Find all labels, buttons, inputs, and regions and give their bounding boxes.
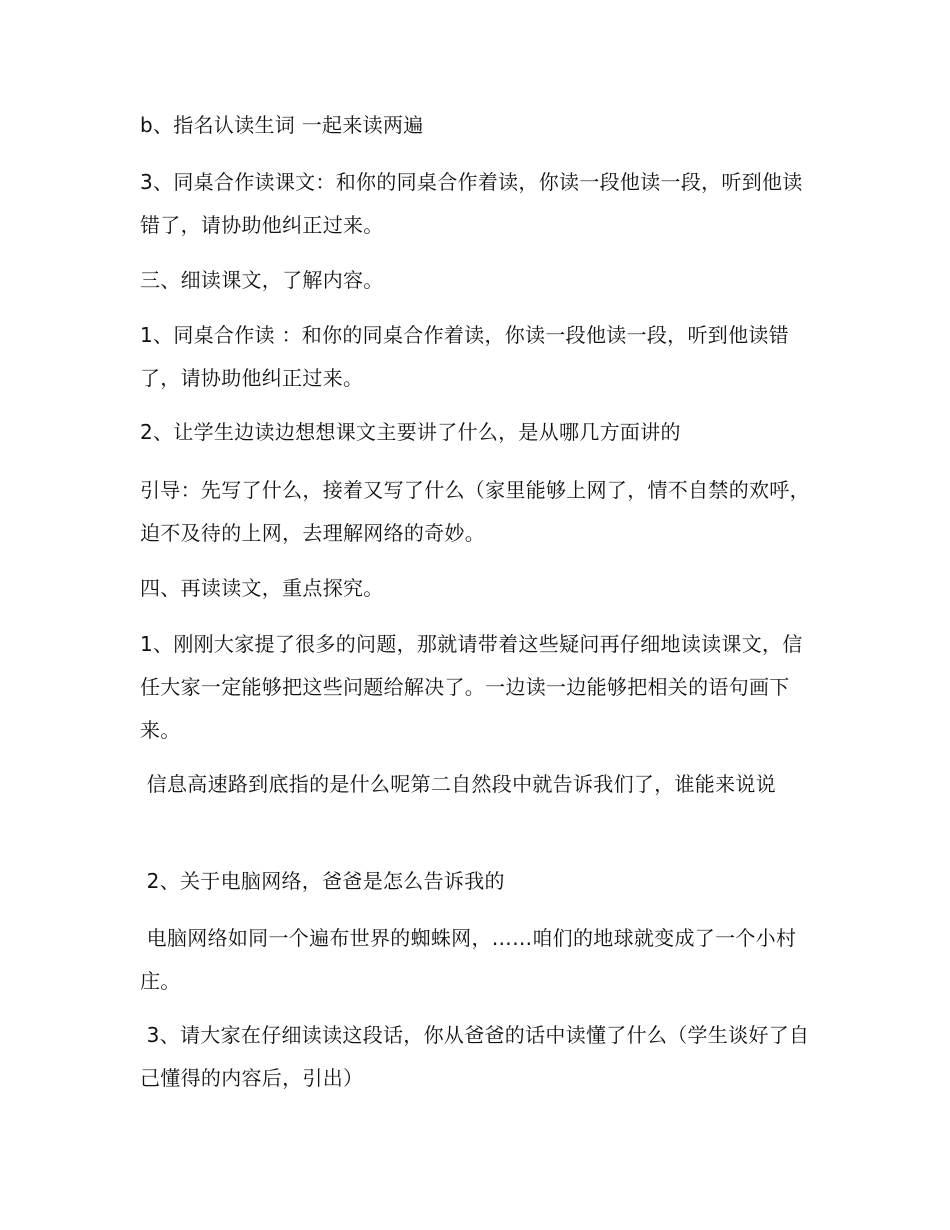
paragraph-questions: 1、刚刚大家提了很多的问题，那就请带着这些疑问再仔细地读读课文，信任大家一定能够把这些问题给解决了。一边读一边能够把相关的语句画下来。 [140, 632, 803, 742]
paragraph-partner-reading: 3、同桌合作读课文：和你的同桌合作着读，你读一段他读一段，听到他读错了，请协助他纠正过来。 [140, 170, 803, 237]
paragraph-computer-network: 2、关于电脑网络，爸爸是怎么告诉我的 [140, 869, 505, 893]
paragraph-guidance: 引导：先写了什么，接着又写了什么（家里能够上网了，情不自禁的欢呼，迫不及待的上网，去理解网络的奇妙。 [140, 478, 810, 545]
paragraph-understanding: 3、请大家在仔细读读这段话，你从爸爸的话中读懂了什么（学生谈好了自己懂得的内容后，引出） [140, 1023, 810, 1090]
section-heading-4: 四、再读读文，重点探究。 [140, 576, 384, 600]
paragraph-spider-web: 电脑网络如同一个遍布世界的蜘蛛网，……咱们的地球就变成了一个小村庄。 [140, 926, 797, 993]
paragraph-partner-reading-2: 1、同桌合作读 ：和你的同桌合作着读，你读一段他读一段，听到他读错了，请协助他纠正过来。 [140, 323, 789, 390]
paragraph-read-new-words: b、指名认读生词 一起来读两遍 [140, 113, 424, 137]
paragraph-info-highway: 信息高速路到底指的是什么呢第二自然段中就告诉我们了，谁能来说说 [140, 772, 776, 796]
paragraph-main-idea: 2、让学生边读边想想课文主要讲了什么，是从哪几方面讲的 [140, 420, 681, 444]
section-heading-3: 三、细读课文，了解内容。 [140, 268, 384, 292]
